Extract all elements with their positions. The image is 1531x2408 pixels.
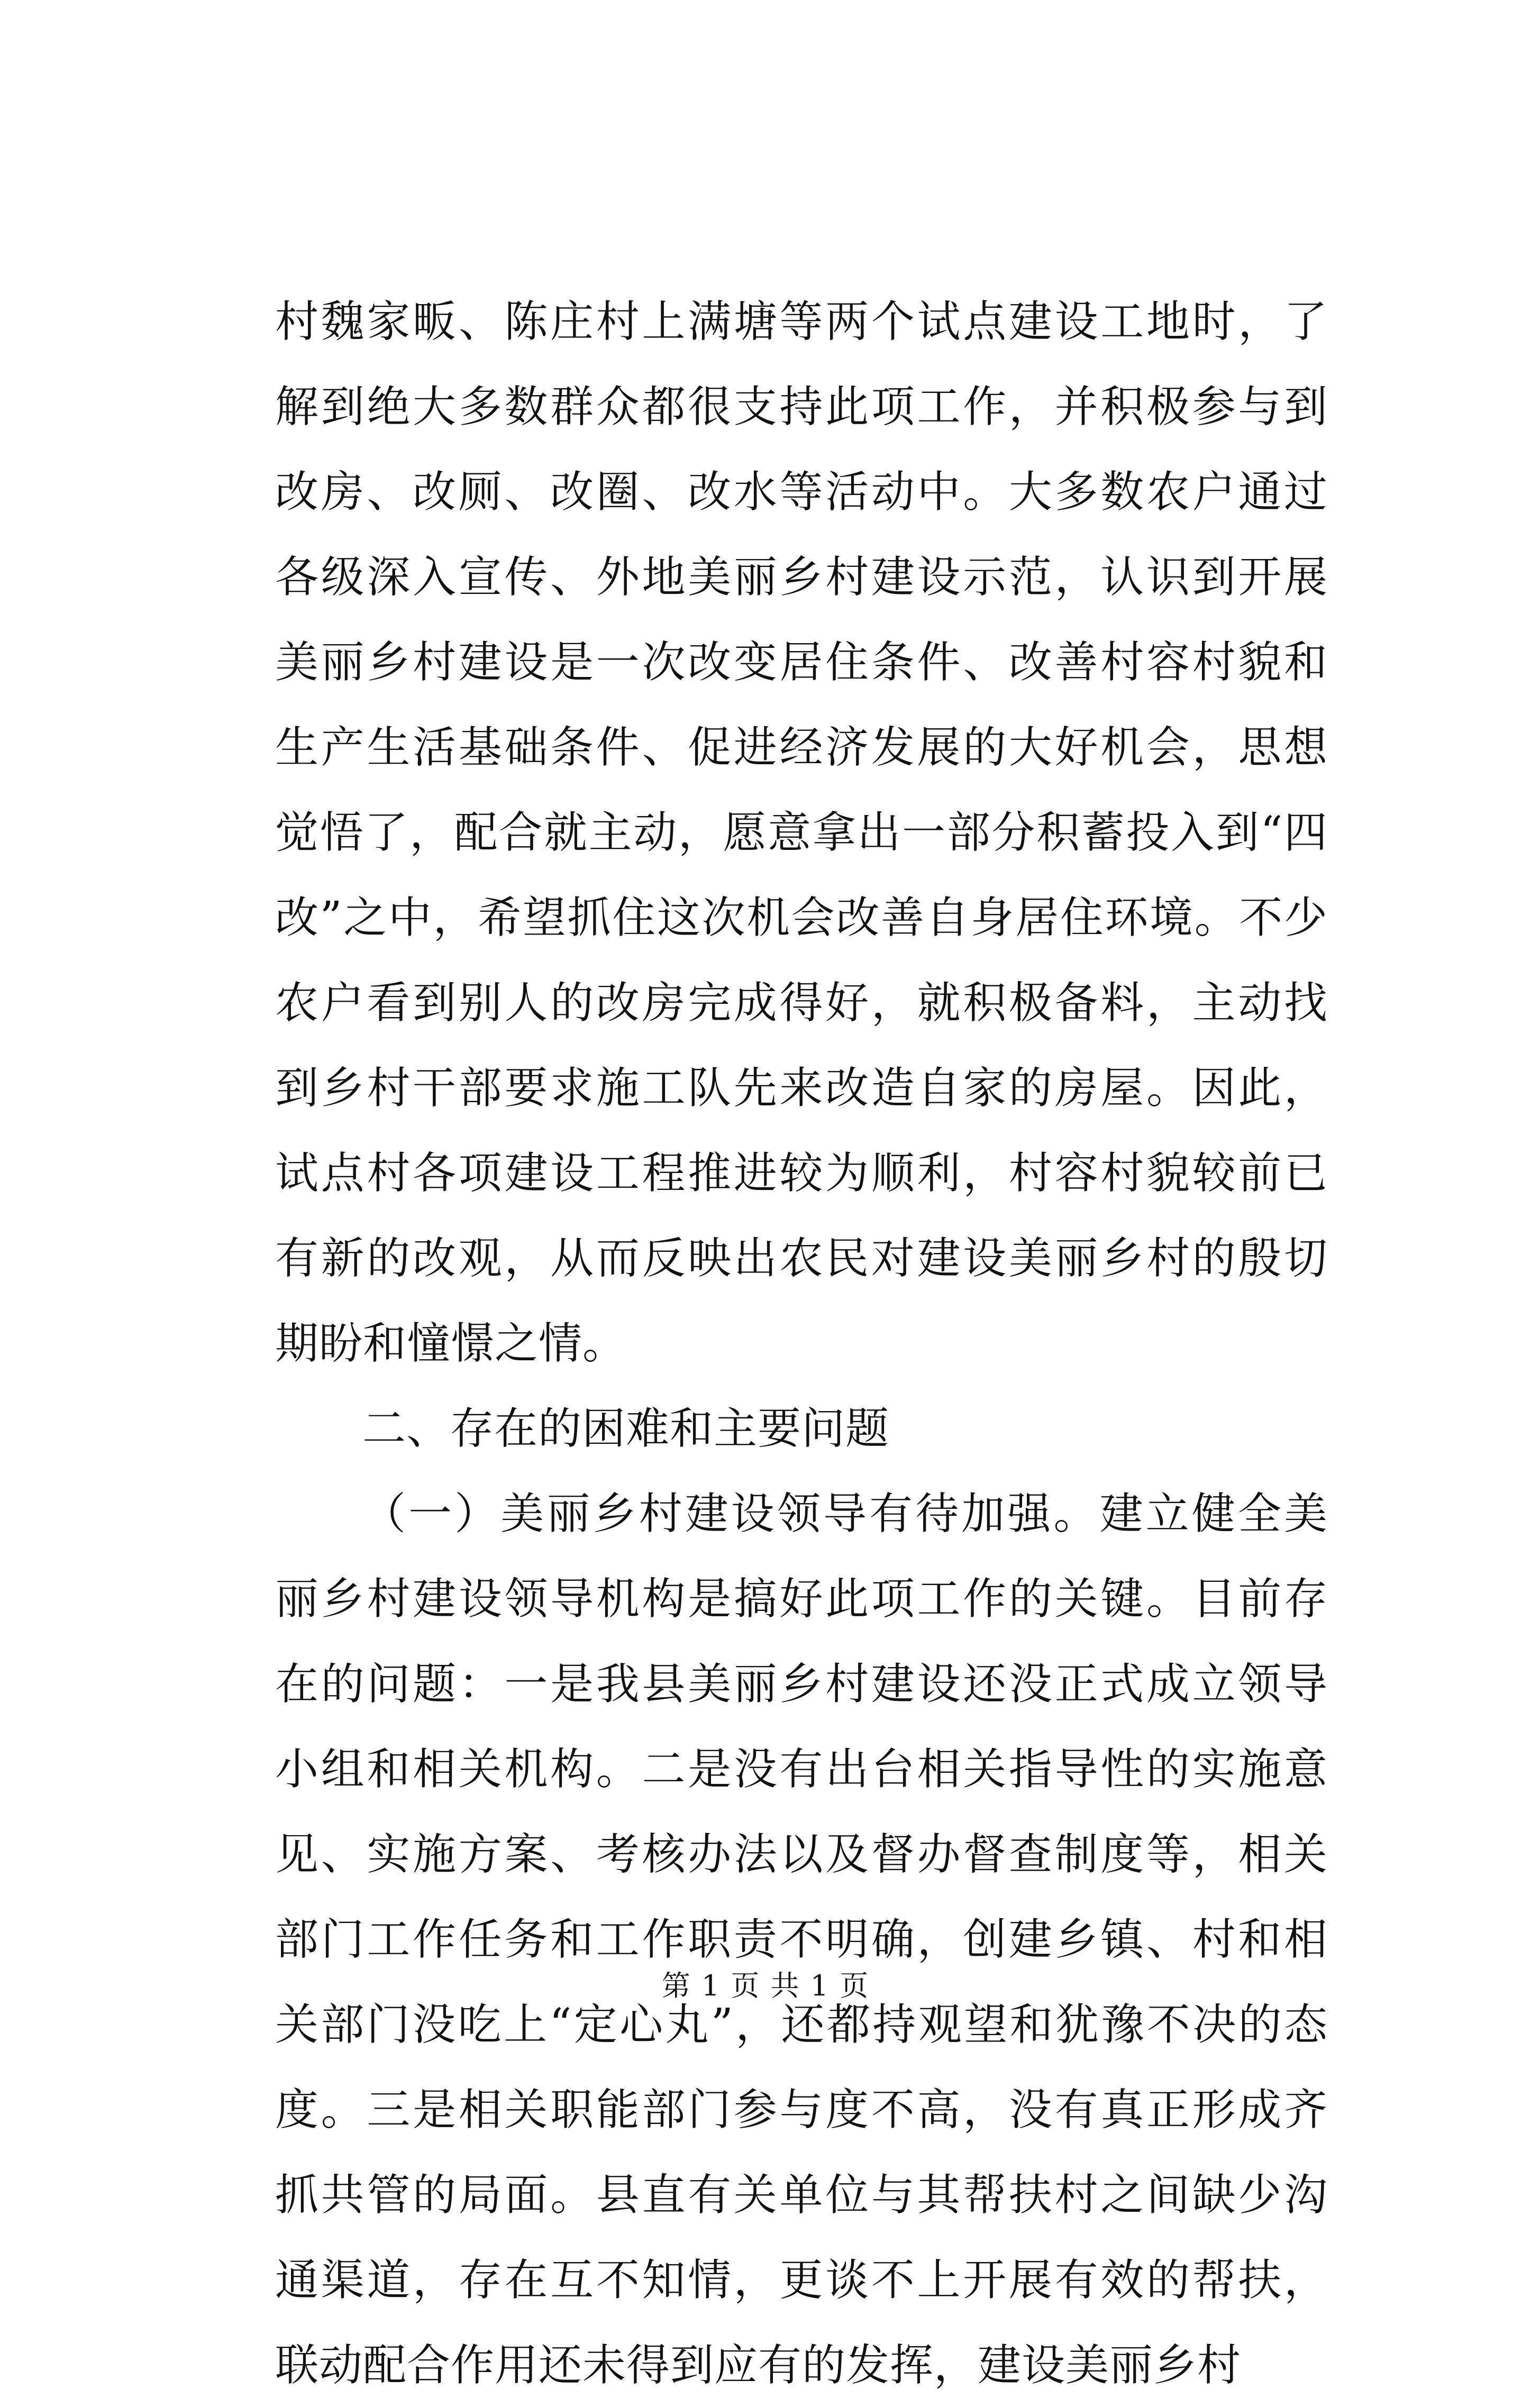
page-footer: 第 1 页 共 1 页 — [661, 1969, 870, 2002]
section-heading: 二、存在的困难和主要问题 — [362, 1404, 890, 1454]
paragraph-continuation: 村魏家畈、陈庄村上满塘等两个试点建设工地时，了解到绝大多数群众都很支持此项工作，并积极参与到改房、改厕、改圈、改水等活动中。大多数农户通过各级深入宣传、外地美丽乡村建设示范，认识到开展美丽乡村建设是一次改变居住条件、改善村容村貌和生产生活基础条件、促进经济发展的大好机会，思想觉悟了，配合就主动，愿意拿出一部分积蓄投入到“四改”之中，希望抓住这次机会改善自身居住环境。不少农户看到别人的改房完成得好，就积极备料，主动找到乡村干部要求施工队先来改造自家的房屋。因此，试点村各项建设工程推进较为顺利，村容村貌较前已有新的改观，从而反映出农民对建设美丽乡村的殷切期盼和憧憬之情。 — [275, 297, 1328, 1369]
paragraph-leadership: （一）美丽乡村建设领导有待加强。建立健全美丽乡村建设领导机构是搞好此项工作的关键。目前存在的问题：一是我县美丽乡村建设还没正式成立领导小组和相关机构。二是没有出台相关指导性的实施意见、实施方案、考核办法以及督办督查制度等，相关部门工作任务和工作职责不明确，创建乡镇、村和相关部门没吃上“定心丸”，还都持观望和犹豫不决的态度。三是相关职能部门参与度不高，没有真正形成齐抓共管的局面。县直有关单位与其帮扶村之间缺少沟通渠道，存在互不知情，更谈不上开展有效的帮扶，联动配合作用还未得到应有的发挥，建设美丽乡村 — [275, 1489, 1328, 2391]
document-body — [275, 279, 1328, 2408]
